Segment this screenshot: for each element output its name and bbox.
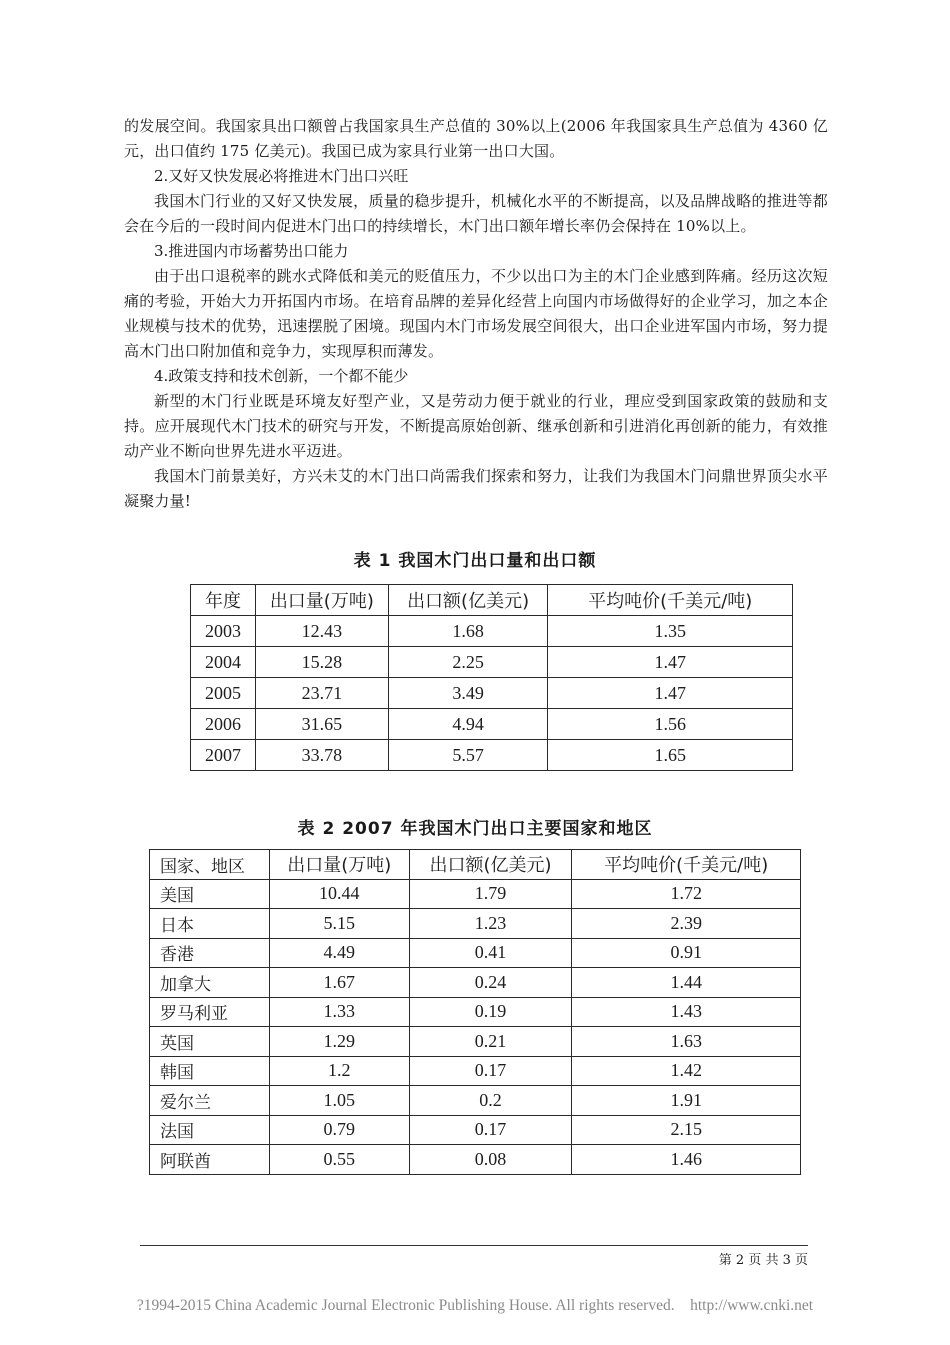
paragraph: 我国木门行业的又好又快发展，质量的稳步提升，机械化水平的不断提高，以及品牌战略的推进等都会在今后的一段时间内促进木门出口的持续增长，木门出口额年增长率仍会保持在 10%以上。 — [124, 192, 828, 235]
volume-cell: 1.05 — [269, 1086, 409, 1116]
table1-title: 表 1 我国木门出口量和出口额 — [353, 551, 597, 571]
unit-price-cell: 1.47 — [548, 647, 793, 678]
table2-title: 表 2 2007 年我国木门出口主要国家和地区 — [297, 819, 653, 839]
column-header: 出口额(亿美元) — [388, 585, 548, 616]
unit-price-cell: 1.72 — [572, 879, 801, 909]
value-cell: 0.21 — [409, 1027, 572, 1057]
paragraph: 的发展空间。我国家具出口额曾占我国家具生产总值的 30%以上(2006 年我国家具生产总值为 4360 亿元，出口值约 175 亿美元)。我国已成为家具行业第一出口大国。 — [124, 117, 828, 160]
region-cell: 爱尔兰 — [150, 1086, 270, 1116]
unit-price-cell: 1.91 — [572, 1086, 801, 1116]
value-cell: 1.23 — [409, 909, 572, 939]
region-cell: 韩国 — [150, 1056, 270, 1086]
value-cell: 0.17 — [409, 1056, 572, 1086]
section-heading: 2.又好又快发展必将推进木门出口兴旺 — [154, 167, 409, 185]
year-cell: 2004 — [191, 647, 256, 678]
table-row — [150, 938, 801, 968]
value-cell: 5.57 — [388, 740, 548, 771]
table-header-row — [191, 585, 793, 616]
unit-price-cell: 1.42 — [572, 1056, 801, 1086]
unit-price-cell: 1.56 — [548, 709, 793, 740]
region-cell: 法国 — [150, 1115, 270, 1145]
volume-cell: 1.2 — [269, 1056, 409, 1086]
volume-cell: 1.67 — [269, 968, 409, 998]
value-cell: 0.24 — [409, 968, 572, 998]
value-cell: 1.79 — [409, 879, 572, 909]
region-cell: 英国 — [150, 1027, 270, 1057]
value-cell: 0.41 — [409, 938, 572, 968]
year-cell: 2003 — [191, 616, 256, 647]
page-number: 第 2 页 共 3 页 — [718, 1253, 808, 1268]
section-heading: 3.推进国内市场蓄势出口能力 — [154, 242, 349, 260]
table-header-row — [150, 850, 801, 880]
value-cell: 0.2 — [409, 1086, 572, 1116]
value-cell: 3.49 — [388, 678, 548, 709]
value-cell: 0.08 — [409, 1145, 572, 1175]
table-row — [150, 1056, 801, 1086]
volume-cell: 33.78 — [255, 740, 388, 771]
unit-price-cell: 1.35 — [548, 616, 793, 647]
column-header: 平均吨价(千美元/吨) — [572, 850, 801, 880]
volume-cell: 4.49 — [269, 938, 409, 968]
section-heading: 4.政策支持和技术创新，一个都不能少 — [154, 367, 409, 385]
table-row — [150, 968, 801, 998]
column-header: 出口额(亿美元) — [409, 850, 572, 880]
year-cell: 2006 — [191, 709, 256, 740]
volume-cell: 5.15 — [269, 909, 409, 939]
unit-price-cell: 1.43 — [572, 997, 801, 1027]
column-header: 年度 — [191, 585, 256, 616]
column-header: 出口量(万吨) — [269, 850, 409, 880]
copyright-notice: ?1994-2015 China Academic Journal Electronic Publishing House. All rights reserved. http://www.cnki.net — [136, 1297, 814, 1314]
unit-price-cell: 1.47 — [548, 678, 793, 709]
value-cell: 0.19 — [409, 997, 572, 1027]
table-row — [150, 1115, 801, 1145]
value-cell: 2.25 — [388, 647, 548, 678]
footer-divider — [140, 1245, 808, 1246]
table-row — [191, 647, 793, 678]
table-row — [191, 616, 793, 647]
value-cell: 0.17 — [409, 1115, 572, 1145]
volume-cell: 12.43 — [255, 616, 388, 647]
unit-price-cell: 0.91 — [572, 938, 801, 968]
paragraph: 由于出口退税率的跳水式降低和美元的贬值压力，不少以出口为主的木门企业感到阵痛。经历这次短痛的考验，开始大力开拓国内市场。在培育品牌的差异化经营上向国内市场做得好的企业学习，加之本企业规模与技术的优势，迅速摆脱了困境。现国内木门市场发展空间很大，出口企业进军国内市场，努力提高木门出口附加值和竞争力，实现厚积而薄发。 — [124, 267, 828, 360]
value-cell: 1.68 — [388, 616, 548, 647]
table-row — [191, 678, 793, 709]
volume-cell: 15.28 — [255, 647, 388, 678]
volume-cell: 0.55 — [269, 1145, 409, 1175]
column-header: 出口量(万吨) — [255, 585, 388, 616]
unit-price-cell: 2.39 — [572, 909, 801, 939]
column-header: 平均吨价(千美元/吨) — [548, 585, 793, 616]
unit-price-cell: 1.65 — [548, 740, 793, 771]
table-row — [191, 709, 793, 740]
table-row — [150, 1145, 801, 1175]
unit-price-cell: 1.46 — [572, 1145, 801, 1175]
region-cell: 罗马利亚 — [150, 997, 270, 1027]
table-row — [150, 1086, 801, 1116]
region-cell: 日本 — [150, 909, 270, 939]
paragraph: 新型的木门行业既是环境友好型产业，又是劳动力便于就业的行业，理应受到国家政策的鼓励和支持。应开展现代木门技术的研究与开发，不断提高原始创新、继承创新和引进消化再创新的能力，有效推动产业不断向世界先进水平迈进。 — [124, 392, 828, 460]
volume-cell: 0.79 — [269, 1115, 409, 1145]
volume-cell: 10.44 — [269, 879, 409, 909]
table-row — [150, 1027, 801, 1057]
region-cell: 阿联酋 — [150, 1145, 270, 1175]
export-by-region-table — [149, 849, 801, 1175]
year-cell: 2007 — [191, 740, 256, 771]
table-row — [150, 879, 801, 909]
unit-price-cell: 1.63 — [572, 1027, 801, 1057]
table-row — [150, 909, 801, 939]
unit-price-cell: 1.44 — [572, 968, 801, 998]
volume-cell: 23.71 — [255, 678, 388, 709]
volume-cell: 31.65 — [255, 709, 388, 740]
paragraph: 我国木门前景美好，方兴未艾的木门出口尚需我们探索和努力，让我们为我国木门问鼎世界顶尖水平凝聚力量! — [124, 467, 828, 510]
export-by-year-table — [190, 584, 793, 771]
value-cell: 4.94 — [388, 709, 548, 740]
body-text — [124, 114, 828, 514]
volume-cell: 1.29 — [269, 1027, 409, 1057]
volume-cell: 1.33 — [269, 997, 409, 1027]
region-cell: 加拿大 — [150, 968, 270, 998]
table-row — [191, 740, 793, 771]
unit-price-cell: 2.15 — [572, 1115, 801, 1145]
year-cell: 2005 — [191, 678, 256, 709]
region-cell: 美国 — [150, 879, 270, 909]
column-header: 国家、地区 — [150, 850, 270, 880]
region-cell: 香港 — [150, 938, 270, 968]
table-row — [150, 997, 801, 1027]
